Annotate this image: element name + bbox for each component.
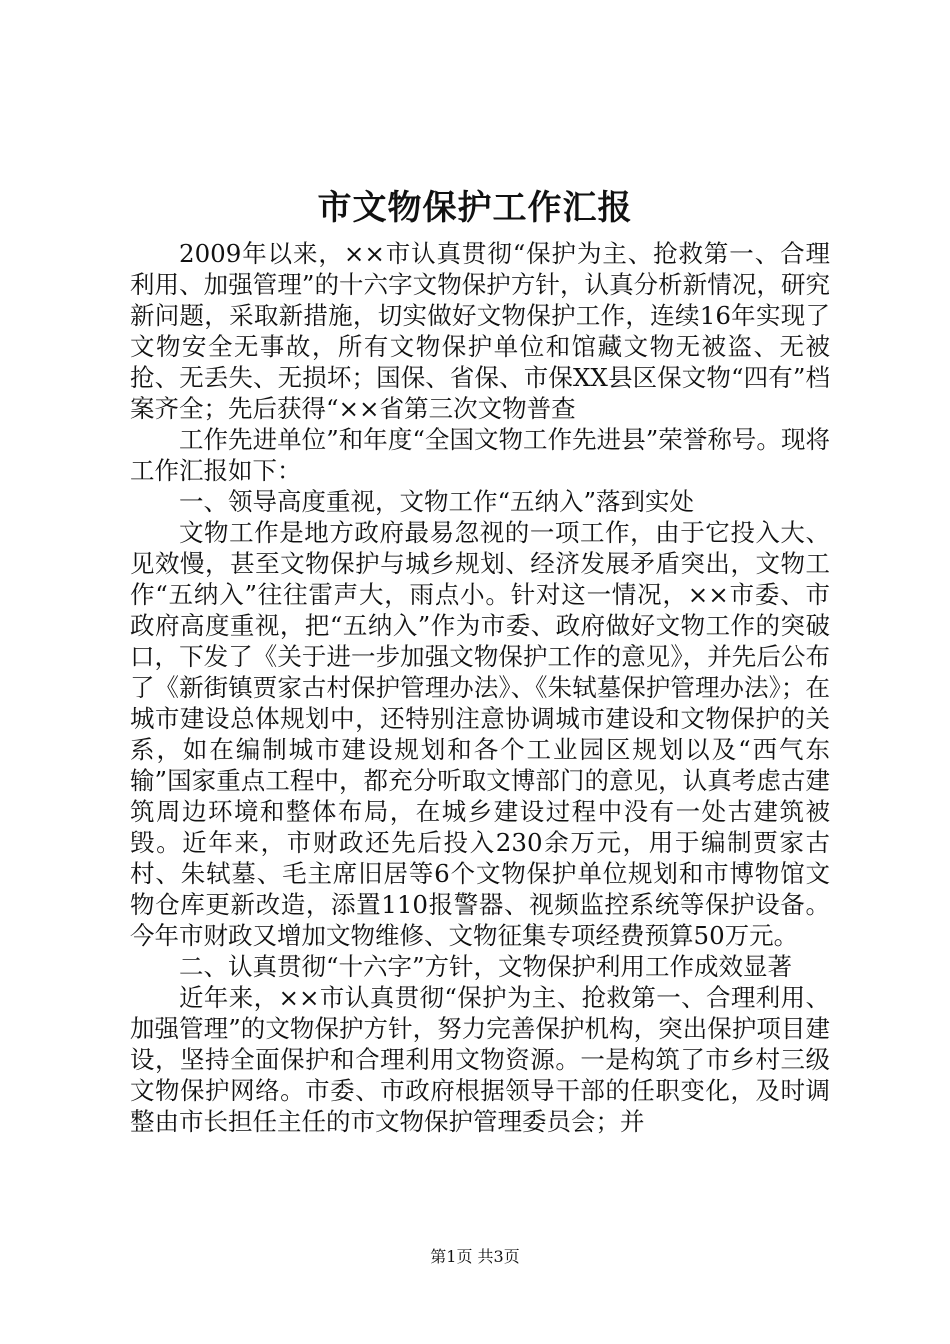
page-footer: 第1页 共3页 — [430, 1247, 520, 1266]
paragraph-intro-continued: 工作先进单位”和年度“全国文物工作先进县”荣誉称号。现将工作汇报如下： — [130, 425, 830, 485]
section-heading-1: 一、领导高度重视，文物工作“五纳入”落到实处 — [179, 487, 695, 516]
paragraph-section-2: 近年来，××市认真贯彻“保护为主、抢救第一、合理利用、加强管理”的文物保护方针，努力完善保护机构，突出保护项目建设，坚持全面保护和合理利用文物资源。一是构筑了市乡村三级文物保护网络。市委、市政府根据领导干部的任职变化，及时调整由市长担任主任的市文物保护管理委员会；并 — [130, 983, 830, 1136]
paragraph-intro: 2009年以来，××市认真贯彻“保护为主、抢救第一、合理利用、加强管理”的十六字文物保护方针，认真分析新情况，研究新问题，采取新措施，切实做好文物保护工作，连续16年实现了文物安全无事故，所有文物保护单位和馆藏文物无被盗、无被抢、无丢失、无损坏；国保、省保、市保XX县区保文物“四有”档案齐全；先后获得“××省第三次文物普查 — [130, 239, 830, 423]
document-body — [130, 238, 830, 1137]
section-heading-2: 二、认真贯彻“十六字”方针，文物保护利用工作成效显著 — [179, 952, 793, 981]
paragraph-section-1: 文物工作是地方政府最易忽视的一项工作，由于它投入大、见效慢，甚至文物保护与城乡规划、经济发展矛盾突出，文物工作“五纳入”往往雷声大，雨点小。针对这一情况，××市委、市政府高度重视，把“五纳入”作为市委、政府做好文物工作的突破口，下发了《关于进一步加强文物保护工作的意见》，并先后公布了《新街镇贾家古村保护管理办法》、《朱轼墓保护管理办法》；在城市建设总体规划中，还特别注意协调城市建设和文物保护的关系，如在编制城市建设规划和各个工业园区规划以及“西气东输”国家重点工程中，都充分听取文博部门的意见，认真考虑古建筑周边环境和整体布局，在城乡建设过程中没有一处古建筑被毁。近年来，市财政还先后投入230余万元，用于编制贾家古村、朱轼墓、毛主席旧居等6个文物保护单位规划和市博物馆文物仓库更新改造，添置110报警器、视频监控系统等保护设备。今年市财政又增加文物维修、文物征集专项经费预算50万元。 — [130, 518, 830, 950]
document-title: 市文物保护工作汇报 — [317, 188, 633, 228]
